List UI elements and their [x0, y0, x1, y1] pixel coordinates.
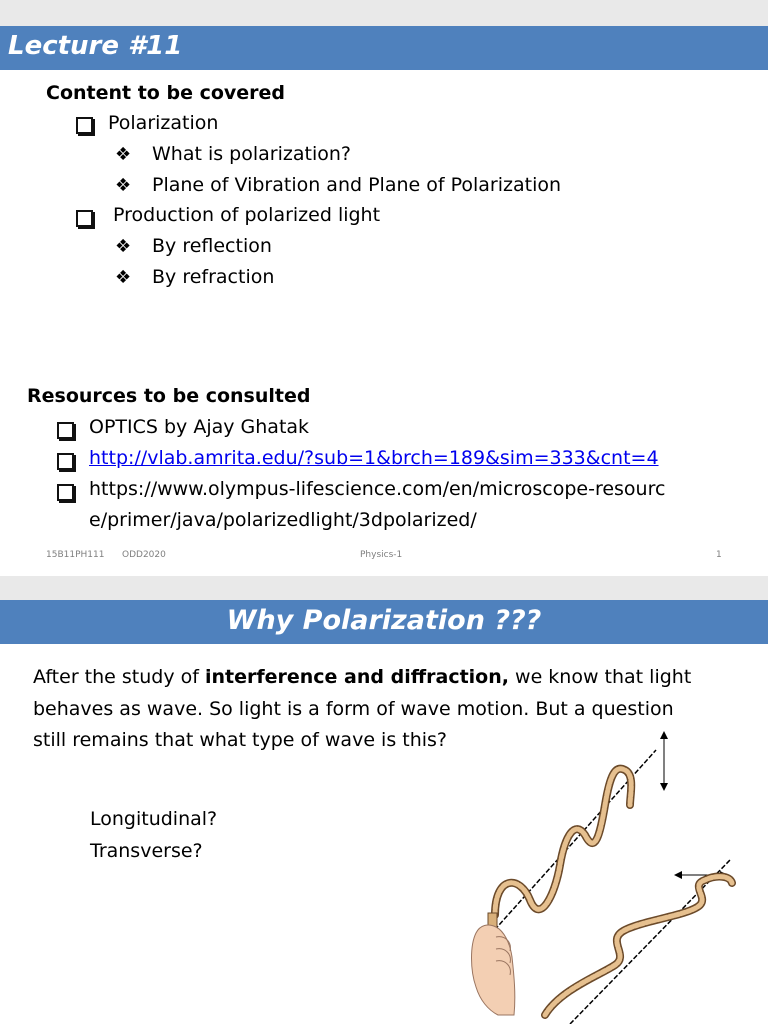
slide-1-title-bar [0, 26, 768, 70]
resource-link[interactable]: http://vlab.amrita.edu/?sub=1&brch=189&sim=333&cnt=4 [89, 447, 659, 469]
checkbox-bullet-icon [76, 117, 93, 134]
intro-paragraph-line-3: still remains that what type of wave is this? [33, 729, 448, 751]
intro-bold-text: interference and diffraction, [204, 666, 509, 688]
diamond-bullet-icon: ❖ [115, 236, 132, 257]
slide-2-title: Why Polarization ??? [226, 605, 542, 636]
content-subitem: Plane of Vibration and Plane of Polarization [152, 174, 562, 196]
resources-heading: Resources to be consulted [27, 385, 311, 407]
checkbox-bullet-icon [57, 453, 74, 470]
slide-2-title-bar [0, 600, 768, 644]
content-heading: Content to be covered [46, 82, 286, 104]
resource-item-continued: e/primer/java/polarizedlight/3dpolarized/ [89, 509, 477, 531]
intro-text: we know that light [508, 666, 692, 688]
content-subitem: By reflection [152, 235, 272, 257]
wave-axis-lower [570, 860, 730, 1024]
content-item: Polarization [108, 112, 219, 134]
slide-2 [0, 600, 768, 1024]
checkbox-bullet-icon [76, 210, 93, 227]
diamond-bullet-icon: ❖ [115, 267, 132, 288]
question-transverse: Transverse? [90, 840, 203, 862]
content-item: Production of polarized light [113, 204, 381, 226]
resource-item: https://www.olympus-lifescience.com/en/microscope-resourc [89, 478, 666, 500]
resource-item: OPTICS by Ajay Ghatak [89, 416, 310, 438]
checkbox-bullet-icon [57, 484, 74, 501]
vertical-vibration-arrow-icon [660, 731, 668, 791]
intro-paragraph-line-2: behaves as wave. So light is a form of wave motion. But a question [33, 698, 674, 720]
content-subitem: By refraction [152, 266, 275, 288]
intro-text: After the study of [33, 666, 205, 688]
footer-term: ODD2020 [122, 550, 166, 560]
hand-icon [472, 913, 515, 1015]
diamond-bullet-icon: ❖ [115, 175, 132, 196]
rope-wave-illustration [440, 725, 768, 1024]
rope-vertical-wave [495, 769, 631, 915]
footer-course: 15B11PH111 [46, 550, 105, 560]
checkbox-bullet-icon [57, 422, 74, 439]
diamond-bullet-icon: ❖ [115, 144, 132, 165]
question-longitudinal: Longitudinal? [90, 808, 218, 830]
content-subitem: What is polarization? [152, 143, 351, 165]
slide-gap-middle [0, 576, 768, 600]
intro-paragraph-line-1 [33, 666, 691, 688]
footer-subject: Physics-1 [360, 550, 403, 560]
slide-1-title: Lecture #11 [8, 31, 183, 61]
slide-gap-top [0, 0, 768, 26]
slide-1 [0, 26, 768, 576]
footer-page-number: 1 [716, 550, 722, 560]
